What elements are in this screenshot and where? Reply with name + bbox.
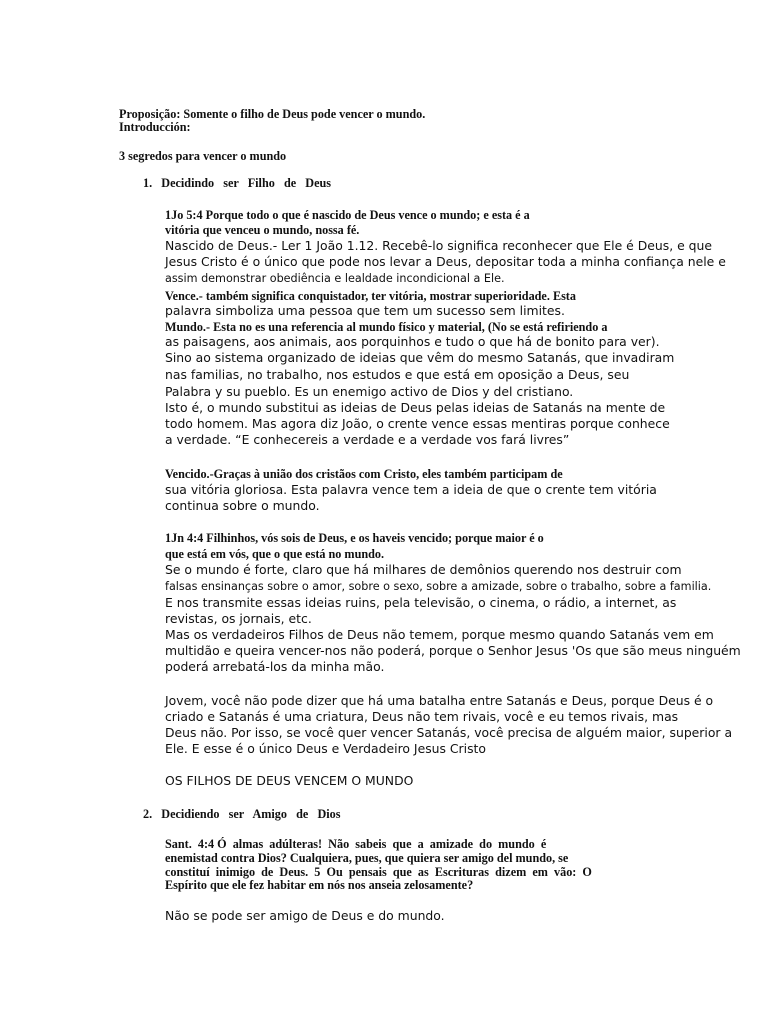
proposition-line: Proposição: Somente o filho de Deus pode vencer o mundo. — [119, 107, 426, 121]
paragraph-line: assim demonstrar obediência e lealdade incondicional a Ele. — [165, 272, 505, 285]
paragraph-line: Não se pode ser amigo de Deus e do mundo. — [165, 908, 445, 923]
verse-1jn-4-4-line: 1Jn 4:4 Filhinhos, vós sois de Deus, e os haveis vencido; porque maior é o — [165, 531, 544, 545]
verse-sant-4-4-line: constituí inimigo de Deus. 5 Ou pensais que as Escrituras dizem em vão: O — [165, 865, 592, 879]
vencido-definition-line: Vencido.-Graças à união dos cristãos com Cristo, eles também participam de — [165, 467, 563, 481]
section-1-heading: 1. Decidindo ser Filho de Deus — [143, 176, 332, 190]
paragraph-line: Nascido de Deus.- Ler 1 João 1.12. Recebê-lo significa reconhecer que Ele é Deus, e que — [165, 238, 712, 253]
paragraph-line: criado e Satanás é uma criatura, Deus não tem rivais, você e eu temos rivais, mas — [165, 709, 679, 724]
paragraph-line: Jovem, você não pode dizer que há uma batalha entre Satanás e Deus, porque Deus é o — [165, 693, 714, 708]
paragraph-line: sua vitória gloriosa. Esta palavra vence tem a ideia de que o crente tem vitória — [165, 482, 657, 497]
paragraph-line: poderá arrebatá-los da minha mão. — [165, 659, 385, 674]
verse-sant-4-4-line: Espírito que ele fez habitar em nós nos anseia zelosamente? — [165, 878, 474, 892]
verse-1jo-5-4-line: 1Jo 5:4 Porque todo o que é nascido de Deus vence o mundo; e esta é a — [165, 208, 530, 222]
paragraph-line: Deus não. Por isso, se você quer vencer Satanás, você precisa de alguém maior, superior a — [165, 725, 733, 740]
paragraph-line: palavra simboliza uma pessoa que tem um sucesso sem limites. — [165, 303, 565, 318]
paragraph-line: as paisagens, aos animais, aos porquinhos e tudo o que há de bonito para ver). — [165, 334, 660, 349]
paragraph-line: E nos transmite essas ideias ruins, pela televisão, o cinema, o rádio, a internet, as — [165, 595, 677, 610]
paragraph-line: Isto é, o mundo substitui as ideias de Deus pelas ideias de Satanás na mente de — [165, 400, 666, 415]
verse-1jo-5-4-line: vitória que venceu o mundo, nossa fé. — [165, 223, 360, 237]
paragraph-line: continua sobre o mundo. — [165, 498, 320, 513]
paragraph-line: Se o mundo é forte, claro que há milhares de demônios querendo nos destruir com — [165, 562, 682, 577]
verse-sant-4-4-line: Sant. 4:4 Ó almas adúlteras! Não sabeis que a amizade do mundo é — [165, 837, 547, 851]
paragraph-line: Palabra y su pueblo. Es un enemigo activo de Dios y del cristiano. — [165, 384, 574, 399]
mundo-definition-line: Mundo.- Esta no es una referencia al mundo físico y material, (No se está refiriendo a — [165, 320, 608, 334]
vence-definition-line: Vence.- também significa conquistador, ter vitória, mostrar superioridade. Esta — [165, 289, 576, 303]
paragraph-line: a verdade. “E conhecereis a verdade e a verdade vos fará livres” — [165, 432, 570, 447]
section-2-heading: 2. Decidiendo ser Amigo de Dios — [143, 807, 341, 821]
paragraph-line: Mas os verdadeiros Filhos de Deus não temem, porque mesmo quando Satanás vem em — [165, 627, 714, 642]
paragraph-line: falsas ensinanças sobre o amor, sobre o sexo, sobre a amizade, sobre o trabalho, sobre a familia. — [165, 580, 712, 593]
introduction-heading: Introducción: — [119, 120, 191, 134]
paragraph-line: nas familias, no trabalho, nos estudos e que está em oposição a Deus, seu — [165, 367, 630, 382]
paragraph-line: todo homem. Mas agora diz João, o crente vence essas mentiras porque conhece — [165, 416, 670, 431]
verse-1jn-4-4-line: que está em vós, que o que está no mundo. — [165, 547, 385, 561]
paragraph-line: multidão e queira vencer-nos não poderá, porque o Senhor Jesus 'Os que são meus ninguém — [165, 643, 741, 658]
paragraph-line: Sino ao sistema organizado de ideias que vêm do mesmo Satanás, que invadiram — [165, 350, 675, 365]
paragraph-line: Ele. E esse é o único Deus e Verdadeiro Jesus Cristo — [165, 741, 486, 756]
secrets-heading: 3 segredos para vencer o mundo — [119, 149, 287, 163]
closing-statement: OS FILHOS DE DEUS VENCEM O MUNDO — [165, 773, 414, 788]
paragraph-line: revistas, os jornais, etc. — [165, 611, 312, 626]
paragraph-line: Jesus Cristo é o único que pode nos levar a Deus, depositar toda a minha confiança nele e — [165, 254, 726, 269]
verse-sant-4-4-line: enemistad contra Dios? Cualquiera, pues, que quiera ser amigo del mundo, se — [165, 851, 569, 865]
